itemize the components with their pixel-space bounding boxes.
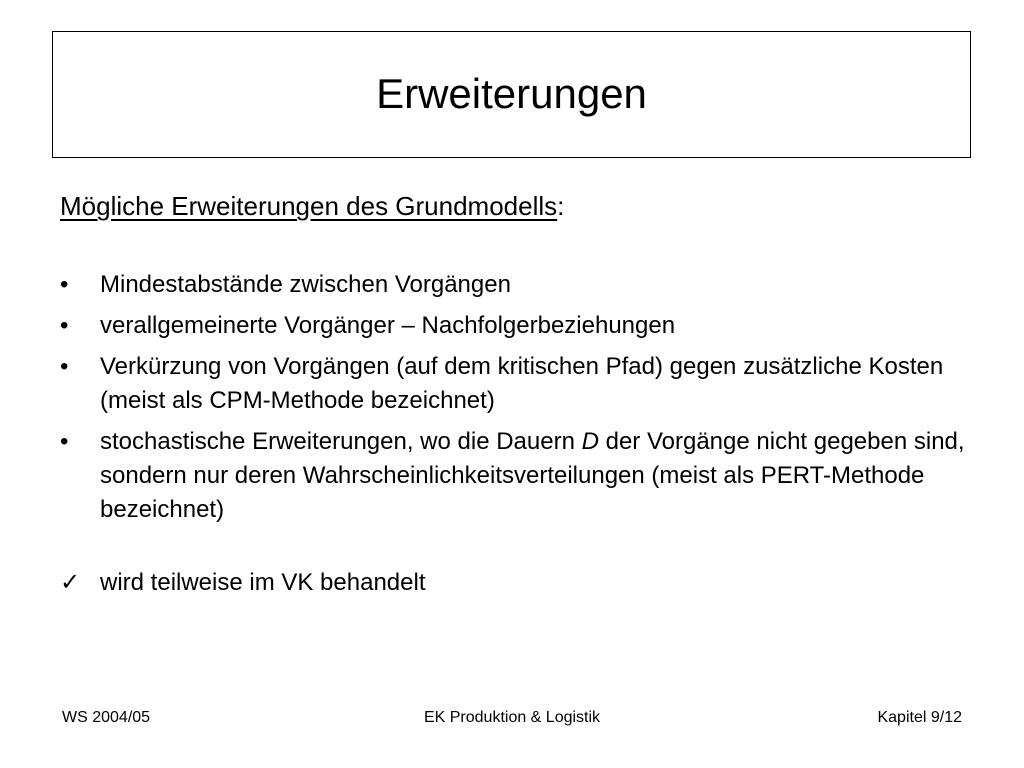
section-heading — [60, 190, 970, 222]
bullet-item — [60, 350, 970, 418]
bullet-item — [60, 309, 970, 343]
bullet-list — [60, 268, 970, 527]
bullet-text: verallgemeinerte Vorgänger – Nachfolgerbeziehungen — [100, 312, 676, 339]
bullet-icon: • — [60, 271, 69, 298]
slide-title: Erweiterungen — [376, 69, 647, 117]
footer-course: EK Produktion & Logistik — [423, 709, 601, 726]
section-heading-colon: : — [557, 191, 565, 221]
section-heading-text: Mögliche Erweiterungen des Grundmodells — [60, 191, 558, 221]
bullet-icon: • — [60, 312, 69, 339]
bullet-text-part: der Vorgänge nicht gegeben sind, sondern nur deren Wahrscheinlichkeitsverteilungen (meist als PERT-Methode bezeichnet) — [100, 428, 965, 523]
footer-semester: WS 2004/05 — [62, 709, 151, 726]
bullet-item — [60, 268, 970, 302]
bullet-text: Mindestabstände zwischen Vorgängen — [100, 271, 511, 298]
check-item-text: wird teilweise im VK behandelt — [100, 569, 426, 596]
bullet-text-part: stochastische Erweiterungen, wo die Dauern — [100, 428, 582, 455]
footer-chapter: Kapitel 9/12 — [877, 709, 962, 726]
bullet-icon: • — [60, 428, 69, 455]
bullet-icon: • — [60, 353, 69, 380]
bullet-item — [60, 425, 970, 527]
title-box — [52, 31, 971, 158]
bullet-text: Verkürzung von Vorgängen (auf dem kritischen Pfad) gegen zusätzliche Kosten (meist als CPM-Methode bezeichnet) — [100, 353, 944, 414]
check-item — [60, 566, 970, 600]
slide-content — [60, 190, 970, 600]
checkmark-icon: ✓ — [60, 569, 81, 596]
duration-variable: D — [581, 428, 599, 455]
slide-footer — [0, 708, 1024, 728]
